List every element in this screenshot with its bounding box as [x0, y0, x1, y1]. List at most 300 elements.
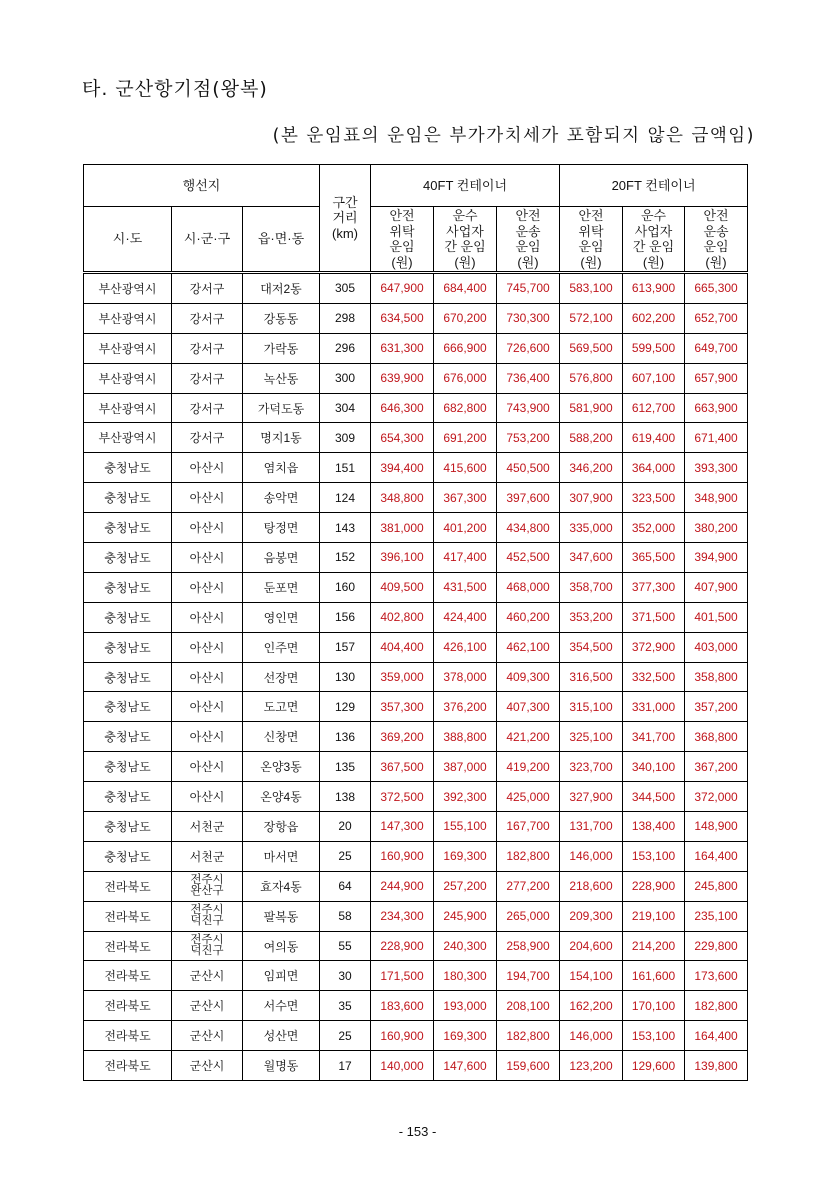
cell-sido: 전라북도 [84, 961, 172, 991]
cell-sido: 충청남도 [84, 572, 172, 602]
cell-40ft-trust: 646,300 [371, 393, 434, 423]
cell-20ft-transport: 182,800 [685, 991, 748, 1021]
cell-40ft-carrier: 367,300 [434, 483, 497, 513]
cell-sigungu: 군산시 [172, 961, 243, 991]
cell-sido: 부산광역시 [84, 273, 172, 304]
cell-sido: 충청남도 [84, 513, 172, 543]
cell-40ft-trust: 147,300 [371, 812, 434, 842]
cell-20ft-transport: 235,100 [685, 901, 748, 931]
cell-20ft-trust: 572,100 [560, 303, 623, 333]
cell-distance: 55 [320, 931, 371, 961]
cell-sigungu: 아산시 [172, 602, 243, 632]
table-row [84, 333, 748, 363]
table-row [84, 692, 748, 722]
cell-40ft-transport: 409,300 [497, 662, 560, 692]
cell-sigungu: 전주시 덕진구 [172, 901, 243, 931]
cell-distance: 129 [320, 692, 371, 722]
cell-40ft-trust: 396,100 [371, 543, 434, 573]
cell-40ft-trust: 402,800 [371, 602, 434, 632]
cell-eup: 온양4동 [243, 782, 320, 812]
cell-40ft-carrier: 193,000 [434, 991, 497, 1021]
freight-rate-table [83, 164, 748, 1081]
cell-40ft-trust: 647,900 [371, 273, 434, 304]
cell-40ft-trust: 409,500 [371, 572, 434, 602]
cell-eup: 효자4동 [243, 871, 320, 901]
cell-sido: 충청남도 [84, 752, 172, 782]
cell-40ft-transport: 277,200 [497, 871, 560, 901]
table-row [84, 453, 748, 483]
cell-distance: 30 [320, 961, 371, 991]
cell-40ft-trust: 654,300 [371, 423, 434, 453]
cell-eup: 마서면 [243, 841, 320, 871]
cell-sido: 전라북도 [84, 1021, 172, 1051]
cell-40ft-carrier: 424,400 [434, 602, 497, 632]
cell-40ft-transport: 452,500 [497, 543, 560, 573]
table-row [84, 961, 748, 991]
table-row [84, 812, 748, 842]
cell-20ft-trust: 583,100 [560, 273, 623, 304]
cell-sido: 전라북도 [84, 931, 172, 961]
header-20ft-carrier: 운수 사업자 간 운임 (원) [623, 207, 685, 273]
cell-distance: 156 [320, 602, 371, 632]
section-title: 타. 군산항기점(왕복) [82, 78, 268, 100]
cell-distance: 157 [320, 632, 371, 662]
cell-40ft-trust: 631,300 [371, 333, 434, 363]
cell-eup: 영인면 [243, 602, 320, 632]
cell-20ft-transport: 229,800 [685, 931, 748, 961]
cell-sido: 부산광역시 [84, 423, 172, 453]
cell-40ft-transport: 265,000 [497, 901, 560, 931]
cell-sigungu: 전주시 덕진구 [172, 931, 243, 961]
cell-eup: 인주면 [243, 632, 320, 662]
cell-sigungu: 군산시 [172, 1051, 243, 1081]
cell-40ft-trust: 171,500 [371, 961, 434, 991]
cell-sido: 전라북도 [84, 991, 172, 1021]
cell-20ft-trust: 588,200 [560, 423, 623, 453]
cell-40ft-carrier: 670,200 [434, 303, 497, 333]
cell-20ft-carrier: 331,000 [623, 692, 685, 722]
cell-sido: 충청남도 [84, 841, 172, 871]
cell-20ft-trust: 218,600 [560, 871, 623, 901]
cell-sigungu: 군산시 [172, 991, 243, 1021]
cell-distance: 25 [320, 1021, 371, 1051]
cell-sigungu: 서천군 [172, 841, 243, 871]
cell-sigungu: 아산시 [172, 483, 243, 513]
cell-distance: 304 [320, 393, 371, 423]
cell-20ft-transport: 148,900 [685, 812, 748, 842]
cell-40ft-trust: 381,000 [371, 513, 434, 543]
cell-20ft-trust: 354,500 [560, 632, 623, 662]
cell-sido: 충청남도 [84, 543, 172, 573]
cell-sido: 충청남도 [84, 812, 172, 842]
cell-distance: 58 [320, 901, 371, 931]
cell-distance: 138 [320, 782, 371, 812]
cell-20ft-transport: 372,000 [685, 782, 748, 812]
cell-distance: 124 [320, 483, 371, 513]
cell-20ft-trust: 347,600 [560, 543, 623, 573]
cell-20ft-carrier: 332,500 [623, 662, 685, 692]
cell-40ft-carrier: 169,300 [434, 1021, 497, 1051]
cell-40ft-transport: 434,800 [497, 513, 560, 543]
cell-20ft-transport: 164,400 [685, 1021, 748, 1051]
cell-40ft-carrier: 257,200 [434, 871, 497, 901]
cell-20ft-transport: 393,300 [685, 453, 748, 483]
header-20ft-transport: 안전 운송 운임 (원) [685, 207, 748, 273]
cell-20ft-carrier: 607,100 [623, 363, 685, 393]
cell-sigungu: 아산시 [172, 782, 243, 812]
cell-eup: 월명동 [243, 1051, 320, 1081]
cell-eup: 염치읍 [243, 453, 320, 483]
cell-20ft-transport: 173,600 [685, 961, 748, 991]
cell-20ft-carrier: 340,100 [623, 752, 685, 782]
cell-40ft-transport: 167,700 [497, 812, 560, 842]
cell-20ft-carrier: 372,900 [623, 632, 685, 662]
cell-40ft-carrier: 387,000 [434, 752, 497, 782]
cell-40ft-transport: 194,700 [497, 961, 560, 991]
cell-40ft-trust: 183,600 [371, 991, 434, 1021]
cell-40ft-transport: 419,200 [497, 752, 560, 782]
cell-eup: 탕정면 [243, 513, 320, 543]
cell-distance: 152 [320, 543, 371, 573]
cell-20ft-transport: 401,500 [685, 602, 748, 632]
cell-40ft-transport: 208,100 [497, 991, 560, 1021]
cell-40ft-carrier: 401,200 [434, 513, 497, 543]
cell-20ft-carrier: 619,400 [623, 423, 685, 453]
cell-40ft-transport: 159,600 [497, 1051, 560, 1081]
cell-40ft-trust: 639,900 [371, 363, 434, 393]
table-row [84, 1051, 748, 1081]
cell-sigungu: 강서구 [172, 363, 243, 393]
cell-40ft-transport: 397,600 [497, 483, 560, 513]
cell-eup: 장항읍 [243, 812, 320, 842]
cell-40ft-trust: 394,400 [371, 453, 434, 483]
cell-distance: 300 [320, 363, 371, 393]
cell-40ft-carrier: 426,100 [434, 632, 497, 662]
cell-20ft-carrier: 371,500 [623, 602, 685, 632]
cell-40ft-carrier: 245,900 [434, 901, 497, 931]
cell-20ft-carrier: 228,900 [623, 871, 685, 901]
cell-20ft-carrier: 602,200 [623, 303, 685, 333]
cell-eup: 녹산동 [243, 363, 320, 393]
header-40ft-transport: 안전 운송 운임 (원) [497, 207, 560, 273]
cell-20ft-transport: 665,300 [685, 273, 748, 304]
cell-20ft-trust: 307,900 [560, 483, 623, 513]
header-20ft: 20FT 컨테이너 [560, 165, 748, 207]
cell-sido: 전라북도 [84, 871, 172, 901]
cell-20ft-carrier: 365,500 [623, 543, 685, 573]
cell-sigungu: 군산시 [172, 1021, 243, 1051]
cell-20ft-carrier: 129,600 [623, 1051, 685, 1081]
cell-eup: 가락동 [243, 333, 320, 363]
cell-20ft-trust: 327,900 [560, 782, 623, 812]
cell-20ft-carrier: 599,500 [623, 333, 685, 363]
cell-40ft-carrier: 240,300 [434, 931, 497, 961]
cell-40ft-carrier: 666,900 [434, 333, 497, 363]
cell-40ft-transport: 753,200 [497, 423, 560, 453]
cell-sigungu: 아산시 [172, 632, 243, 662]
cell-sido: 충청남도 [84, 602, 172, 632]
cell-sido: 충청남도 [84, 632, 172, 662]
cell-40ft-trust: 234,300 [371, 901, 434, 931]
cell-20ft-carrier: 170,100 [623, 991, 685, 1021]
cell-20ft-carrier: 364,000 [623, 453, 685, 483]
cell-eup: 여의동 [243, 931, 320, 961]
cell-20ft-trust: 358,700 [560, 572, 623, 602]
cell-20ft-carrier: 138,400 [623, 812, 685, 842]
cell-20ft-trust: 146,000 [560, 841, 623, 871]
cell-40ft-transport: 421,200 [497, 722, 560, 752]
table-row [84, 513, 748, 543]
cell-40ft-trust: 140,000 [371, 1051, 434, 1081]
table-row [84, 363, 748, 393]
cell-sigungu: 강서구 [172, 423, 243, 453]
cell-sido: 전라북도 [84, 1051, 172, 1081]
cell-40ft-trust: 160,900 [371, 841, 434, 871]
cell-40ft-transport: 407,300 [497, 692, 560, 722]
table-row [84, 393, 748, 423]
cell-20ft-trust: 316,500 [560, 662, 623, 692]
header-40ft: 40FT 컨테이너 [371, 165, 560, 207]
cell-sigungu: 아산시 [172, 722, 243, 752]
cell-20ft-carrier: 153,100 [623, 841, 685, 871]
table-row [84, 841, 748, 871]
cell-40ft-transport: 726,600 [497, 333, 560, 363]
cell-40ft-transport: 425,000 [497, 782, 560, 812]
cell-sido: 충청남도 [84, 692, 172, 722]
cell-40ft-transport: 182,800 [497, 841, 560, 871]
table-row [84, 632, 748, 662]
cell-20ft-trust: 315,100 [560, 692, 623, 722]
table-row [84, 931, 748, 961]
cell-20ft-trust: 209,300 [560, 901, 623, 931]
cell-20ft-carrier: 612,700 [623, 393, 685, 423]
cell-40ft-carrier: 376,200 [434, 692, 497, 722]
cell-40ft-trust: 160,900 [371, 1021, 434, 1051]
table-row [84, 752, 748, 782]
cell-distance: 135 [320, 752, 371, 782]
cell-20ft-trust: 346,200 [560, 453, 623, 483]
table-row [84, 303, 748, 333]
cell-20ft-transport: 139,800 [685, 1051, 748, 1081]
cell-distance: 20 [320, 812, 371, 842]
cell-40ft-trust: 367,500 [371, 752, 434, 782]
cell-20ft-carrier: 613,900 [623, 273, 685, 304]
cell-distance: 35 [320, 991, 371, 1021]
cell-eup: 신창면 [243, 722, 320, 752]
cell-20ft-carrier: 341,700 [623, 722, 685, 752]
cell-40ft-carrier: 684,400 [434, 273, 497, 304]
table-row [84, 901, 748, 931]
table-row [84, 423, 748, 453]
cell-distance: 136 [320, 722, 371, 752]
cell-sigungu: 아산시 [172, 513, 243, 543]
cell-sigungu: 전주시 완산구 [172, 871, 243, 901]
header-20ft-trust: 안전 위탁 운임 (원) [560, 207, 623, 273]
cell-40ft-carrier: 431,500 [434, 572, 497, 602]
cell-distance: 160 [320, 572, 371, 602]
cell-20ft-carrier: 352,000 [623, 513, 685, 543]
cell-40ft-trust: 369,200 [371, 722, 434, 752]
cell-20ft-trust: 325,100 [560, 722, 623, 752]
cell-20ft-transport: 663,900 [685, 393, 748, 423]
cell-sido: 부산광역시 [84, 303, 172, 333]
cell-40ft-transport: 258,900 [497, 931, 560, 961]
cell-sigungu: 강서구 [172, 303, 243, 333]
cell-20ft-carrier: 219,100 [623, 901, 685, 931]
cell-40ft-trust: 357,300 [371, 692, 434, 722]
cell-sido: 충청남도 [84, 453, 172, 483]
cell-eup: 서수면 [243, 991, 320, 1021]
cell-40ft-transport: 462,100 [497, 632, 560, 662]
cell-40ft-trust: 348,800 [371, 483, 434, 513]
cell-20ft-transport: 368,800 [685, 722, 748, 752]
cell-20ft-transport: 164,400 [685, 841, 748, 871]
cell-20ft-trust: 204,600 [560, 931, 623, 961]
table-row [84, 1021, 748, 1051]
cell-20ft-carrier: 323,500 [623, 483, 685, 513]
table-row [84, 273, 748, 304]
table-row [84, 662, 748, 692]
header-40ft-carrier: 운수 사업자 간 운임 (원) [434, 207, 497, 273]
cell-40ft-carrier: 155,100 [434, 812, 497, 842]
cell-20ft-transport: 407,900 [685, 572, 748, 602]
cell-distance: 305 [320, 273, 371, 304]
cell-eup: 강동동 [243, 303, 320, 333]
cell-sigungu: 아산시 [172, 752, 243, 782]
cell-40ft-carrier: 415,600 [434, 453, 497, 483]
cell-20ft-carrier: 214,200 [623, 931, 685, 961]
cell-40ft-carrier: 392,300 [434, 782, 497, 812]
cell-20ft-transport: 394,900 [685, 543, 748, 573]
cell-distance: 298 [320, 303, 371, 333]
cell-sigungu: 강서구 [172, 393, 243, 423]
cell-40ft-transport: 468,000 [497, 572, 560, 602]
table-row [84, 602, 748, 632]
cell-20ft-carrier: 153,100 [623, 1021, 685, 1051]
cell-40ft-trust: 244,900 [371, 871, 434, 901]
cell-eup: 도고면 [243, 692, 320, 722]
cell-40ft-carrier: 147,600 [434, 1051, 497, 1081]
cell-20ft-carrier: 161,600 [623, 961, 685, 991]
cell-eup: 둔포면 [243, 572, 320, 602]
cell-20ft-transport: 245,800 [685, 871, 748, 901]
cell-distance: 296 [320, 333, 371, 363]
cell-40ft-trust: 634,500 [371, 303, 434, 333]
table-row [84, 871, 748, 901]
cell-20ft-transport: 403,000 [685, 632, 748, 662]
header-eup: 읍·면·동 [243, 207, 320, 273]
cell-20ft-trust: 576,800 [560, 363, 623, 393]
cell-distance: 64 [320, 871, 371, 901]
cell-eup: 대저2동 [243, 273, 320, 304]
header-distance [320, 165, 371, 273]
cell-sido: 충청남도 [84, 782, 172, 812]
cell-sigungu: 아산시 [172, 453, 243, 483]
cell-sido: 부산광역시 [84, 393, 172, 423]
cell-distance: 17 [320, 1051, 371, 1081]
cell-40ft-carrier: 180,300 [434, 961, 497, 991]
cell-40ft-transport: 460,200 [497, 602, 560, 632]
cell-40ft-trust: 372,500 [371, 782, 434, 812]
cell-20ft-transport: 358,800 [685, 662, 748, 692]
header-40ft-trust: 안전 위탁 운임 (원) [371, 207, 434, 273]
cell-20ft-transport: 348,900 [685, 483, 748, 513]
cell-sido: 충청남도 [84, 662, 172, 692]
cell-20ft-trust: 154,100 [560, 961, 623, 991]
cell-20ft-trust: 581,900 [560, 393, 623, 423]
table-row [84, 543, 748, 573]
cell-40ft-carrier: 691,200 [434, 423, 497, 453]
table-row [84, 991, 748, 1021]
header-route: 행선지 [84, 165, 320, 207]
cell-sigungu: 아산시 [172, 662, 243, 692]
cell-20ft-trust: 162,200 [560, 991, 623, 1021]
cell-distance: 151 [320, 453, 371, 483]
cell-sido: 부산광역시 [84, 333, 172, 363]
cell-20ft-trust: 569,500 [560, 333, 623, 363]
cell-eup: 음봉면 [243, 543, 320, 573]
cell-40ft-transport: 450,500 [497, 453, 560, 483]
cell-20ft-trust: 146,000 [560, 1021, 623, 1051]
cell-20ft-transport: 657,900 [685, 363, 748, 393]
cell-40ft-carrier: 417,400 [434, 543, 497, 573]
cell-20ft-transport: 380,200 [685, 513, 748, 543]
cell-20ft-trust: 323,700 [560, 752, 623, 782]
cell-sido: 전라북도 [84, 901, 172, 931]
cell-40ft-carrier: 388,800 [434, 722, 497, 752]
cell-20ft-carrier: 377,300 [623, 572, 685, 602]
cell-eup: 가덕도동 [243, 393, 320, 423]
cell-40ft-transport: 745,700 [497, 273, 560, 304]
cell-40ft-transport: 743,900 [497, 393, 560, 423]
header-distance-label: 구간 거리 (km) [332, 194, 359, 241]
cell-sigungu: 아산시 [172, 543, 243, 573]
cell-40ft-trust: 404,400 [371, 632, 434, 662]
cell-40ft-trust: 359,000 [371, 662, 434, 692]
cell-40ft-transport: 736,400 [497, 363, 560, 393]
cell-distance: 143 [320, 513, 371, 543]
cell-sigungu: 아산시 [172, 572, 243, 602]
cell-40ft-carrier: 676,000 [434, 363, 497, 393]
cell-sido: 충청남도 [84, 722, 172, 752]
cell-20ft-trust: 123,200 [560, 1051, 623, 1081]
cell-eup: 성산면 [243, 1021, 320, 1051]
cell-sigungu: 서천군 [172, 812, 243, 842]
cell-20ft-trust: 353,200 [560, 602, 623, 632]
cell-40ft-carrier: 169,300 [434, 841, 497, 871]
cell-eup: 명지1동 [243, 423, 320, 453]
cell-sigungu: 강서구 [172, 333, 243, 363]
cell-sigungu: 강서구 [172, 273, 243, 304]
cell-eup: 온양3동 [243, 752, 320, 782]
cell-20ft-transport: 652,700 [685, 303, 748, 333]
cell-sigungu: 아산시 [172, 692, 243, 722]
cell-sido: 부산광역시 [84, 363, 172, 393]
cell-eup: 임피면 [243, 961, 320, 991]
vat-note: (본 운임표의 운임은 부가가치세가 포함되지 않은 금액임) [272, 126, 755, 146]
cell-distance: 309 [320, 423, 371, 453]
cell-sido: 충청남도 [84, 483, 172, 513]
cell-20ft-transport: 357,200 [685, 692, 748, 722]
table-row [84, 483, 748, 513]
cell-distance: 25 [320, 841, 371, 871]
header-sido: 시·도 [84, 207, 172, 273]
cell-20ft-carrier: 344,500 [623, 782, 685, 812]
cell-eup: 선장면 [243, 662, 320, 692]
table-row [84, 722, 748, 752]
page-number: - 153 - [398, 1124, 437, 1139]
cell-20ft-trust: 131,700 [560, 812, 623, 842]
